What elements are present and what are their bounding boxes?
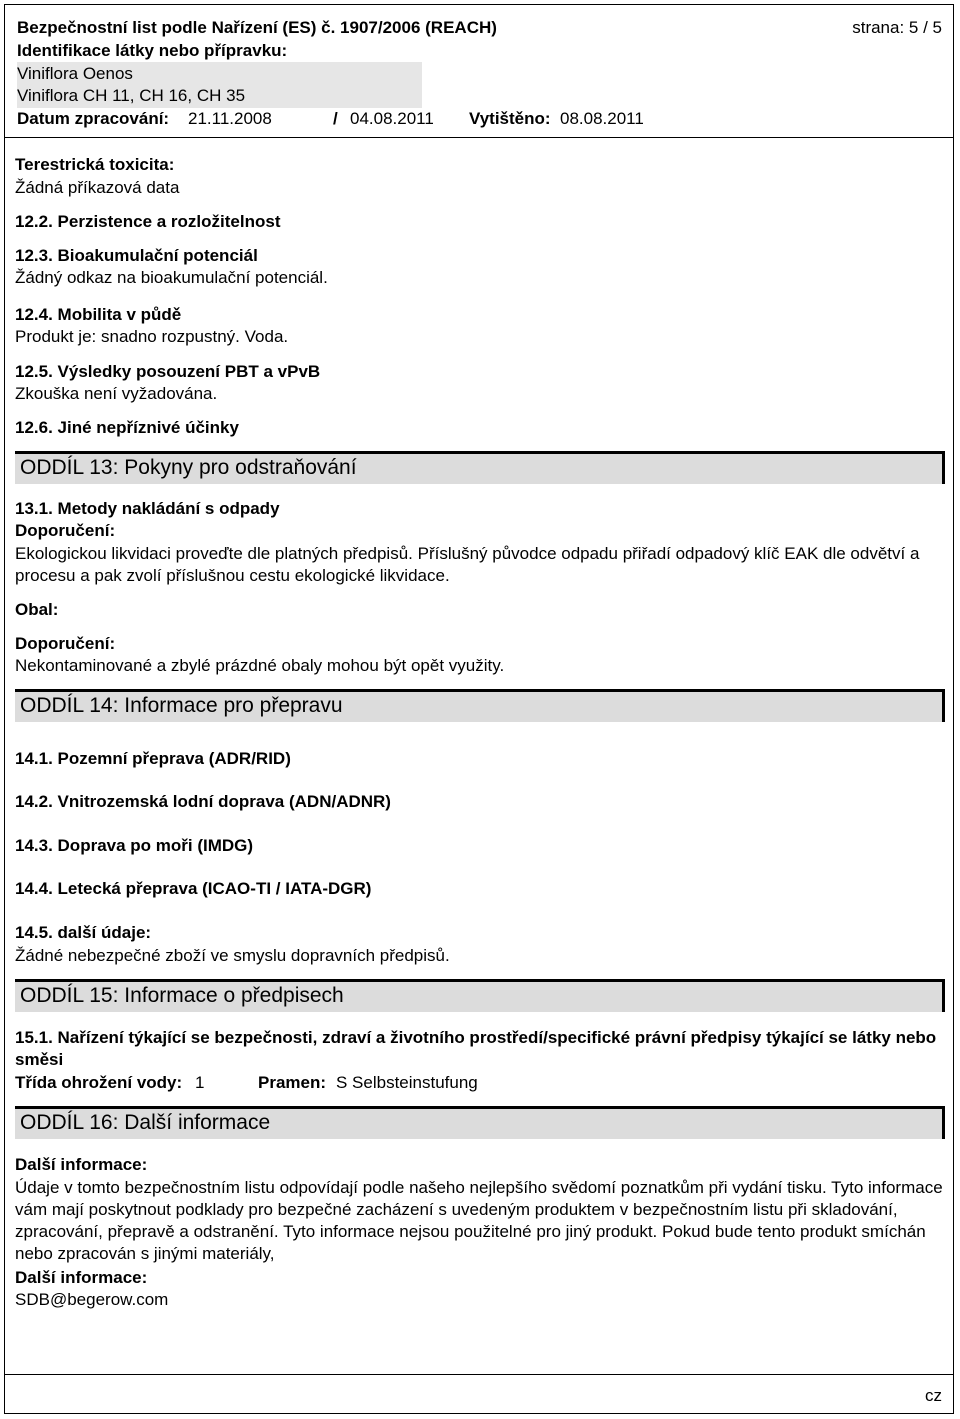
section-15-title: ODDÍL 15: Informace o předpisech	[20, 984, 344, 1007]
further-info-text: Údaje v tomto bezpečnostním listu odpovídají podle našeho nejlepšího svědomí poznatkům při vydání tisku. Tyto informace vám mají poskytnout podklady pro bezpečné zacházení s uvedeným produktem v bezpečnostním listu při skladování, zpracování, přepravě a odstranění. Tyto informace nejsou použitelné pro jiný produkt. Pokud bude tento produkt smíchán nebo zpracován s jinými materiály,	[15, 1178, 943, 1263]
product-name-line2: Viniflora CH 11, CH 16, CH 35	[17, 86, 246, 105]
bioaccumulation-text: Žádný odkaz na bioakumulační potenciál.	[15, 268, 328, 287]
source-value: S Selbsteinstufung	[336, 1073, 478, 1092]
transport-note: Žádné nebezpečné zboží ve smyslu dopravních předpisů.	[15, 946, 450, 965]
section-14-title: ODDÍL 14: Informace pro přepravu	[20, 694, 343, 717]
subsection-12-6: 12.6. Jiné nepříznivé účinky	[15, 418, 239, 437]
subsection-14-3: 14.3. Doprava po moři (IMDG)	[15, 836, 254, 855]
further-info-2-label: Další informace:	[15, 1268, 148, 1287]
printed-label: Vytištěno:	[469, 109, 551, 128]
date-separator: /	[333, 109, 338, 128]
revision-date: 04.08.2011	[350, 109, 434, 128]
subsection-14-5: 14.5. další údaje:	[15, 923, 152, 942]
section-15-band	[15, 979, 945, 1012]
water-hazard-label: Třída ohrožení vody:	[15, 1073, 183, 1092]
mobility-text: Produkt je: snadno rozpustný. Voda.	[15, 327, 289, 346]
section-16-band	[15, 1106, 945, 1139]
identification-label: Identifikace látky nebo přípravku:	[17, 41, 288, 60]
product-name-line1: Viniflora Oenos	[17, 64, 133, 83]
subsection-12-2: 12.2. Perzistence a rozložitelnost	[15, 212, 281, 231]
terrestrial-toxicity-value: Žádná příkazová data	[15, 178, 180, 197]
section-16-title: ODDÍL 16: Další informace	[20, 1111, 271, 1134]
recommendation-text: Ekologickou likvidaci proveďte dle platných předpisů. Příslušný původce odpadu přiřadí odpadový klíč EAK dle odvětví a procesu a pak zvolí příslušnou cestu ekologické likvidace.	[15, 544, 920, 585]
recommendation-label: Doporučení:	[15, 521, 116, 540]
packaging-label: Obal:	[15, 600, 59, 619]
section-13-band	[15, 451, 945, 484]
printed-value: 08.08.2011	[560, 109, 644, 128]
section-14-band	[15, 689, 945, 722]
subsection-12-3: 12.3. Bioakumulační potenciál	[15, 246, 258, 265]
contact-email: SDB@begerow.com	[15, 1290, 169, 1309]
source-label: Pramen:	[258, 1073, 327, 1092]
terrestrial-toxicity-label: Terestrická toxicita:	[15, 155, 175, 174]
subsection-12-5: 12.5. Výsledky posouzení PBT a vPvB	[15, 362, 321, 381]
header-divider	[4, 137, 954, 138]
subsection-15-1: 15.1. Nařízení týkající se bezpečnosti, zdraví a životního prostředí/specifické právní předpisy týkající se látky nebo směsi	[15, 1028, 937, 1069]
subsection-14-4: 14.4. Letecká přeprava (ICAO-TI / IATA-DGR)	[15, 879, 372, 898]
subsection-14-1: 14.1. Pozemní přeprava (ADR/RID)	[15, 749, 291, 768]
pbt-text: Zkouška není vyžadována.	[15, 384, 218, 403]
subsection-14-2: 14.2. Vnitrozemská lodní doprava (ADN/ADNR)	[15, 792, 391, 811]
language-code: cz	[925, 1386, 942, 1405]
section-13-title: ODDÍL 13: Pokyny pro odstraňování	[20, 456, 357, 479]
document-title: Bezpečnostní list podle Nařízení (ES) č. 1907/2006 (REACH)	[17, 18, 497, 37]
page-number: strana: 5 / 5	[852, 18, 942, 37]
water-hazard-value: 1	[195, 1073, 205, 1092]
recommendation-2-text: Nekontaminované a zbylé prázdné obaly mohou být opět využity.	[15, 656, 505, 675]
date-value: 21.11.2008	[188, 109, 272, 128]
subsection-12-4: 12.4. Mobilita v půdě	[15, 305, 182, 324]
recommendation-2-label: Doporučení:	[15, 634, 116, 653]
footer-divider	[4, 1374, 954, 1375]
date-label: Datum zpracování:	[17, 109, 170, 128]
subsection-13-1: 13.1. Metody nakládání s odpady	[15, 499, 280, 518]
further-info-label: Další informace:	[15, 1155, 148, 1174]
